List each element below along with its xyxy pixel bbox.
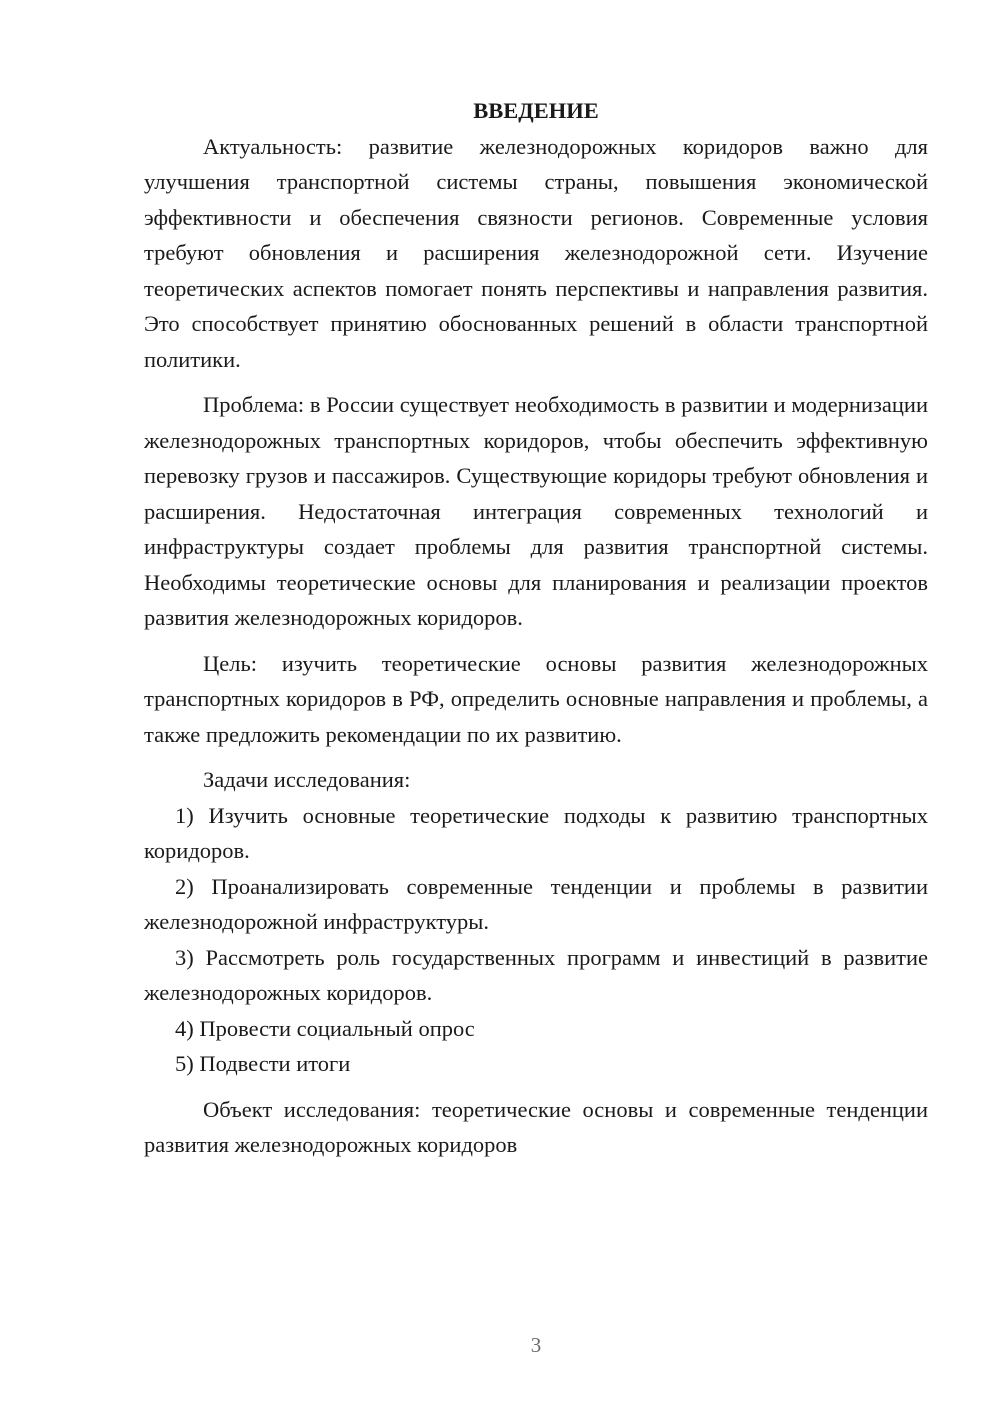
task-item-3: 3) Рассмотреть роль государственных программ и инвестиций в развитие железнодорожных коридоров. (144, 944, 928, 1005)
page-number: 3 (530, 1333, 542, 1357)
problem-paragraph: Проблема: в России существует необходимость в развитии и модернизации железнодорожных транспортных коридоров, чтобы обеспечить эффективную перевозку грузов и пассажиров. Существующие коридоры требуют обновления и расширения. Недостаточная интеграция современных технологий и инфраструктуры создает проблемы для развития транспортной системы. Необходимы теоретические основы для планирования и реализации проектов развития железнодорожных коридоров. (144, 392, 928, 630)
task-item-2: 2) Проанализировать современные тенденции и проблемы в развитии железнодорожной инфраструктуры. (144, 873, 928, 934)
section-heading: ВВЕДЕНИЕ (473, 98, 599, 123)
page-content (144, 93, 928, 1163)
relevance-paragraph: Актуальность: развитие железнодорожных коридоров важно для улучшения транспортной системы страны, повышения экономической эффективности и обеспечения связности регионов. Современные условия требуют обновления и расширения железнодорожной сети. Изучение теоретических аспектов помогает понять перспективы и направления развития. Это способствует принятию обоснованных решений в области транспортной политики. (144, 133, 928, 372)
task-item-1: 1) Изучить основные теоретические подходы к развитию транспортных коридоров. (144, 802, 928, 863)
object-paragraph: Объект исследования: теоретические основы и современные тенденции развития железнодорожных коридоров (144, 1096, 928, 1157)
tasks-title: Задачи исследования: (203, 767, 411, 792)
task-item-4: 4) Провести социальный опрос (175, 1015, 475, 1041)
task-item-5: 5) Подвести итоги (175, 1051, 351, 1076)
goal-paragraph: Цель: изучить теоретические основы развития железнодорожных транспортных коридоров в РФ, определить основные направления и проблемы, а также предложить рекомендации по их развитию. (144, 650, 928, 747)
